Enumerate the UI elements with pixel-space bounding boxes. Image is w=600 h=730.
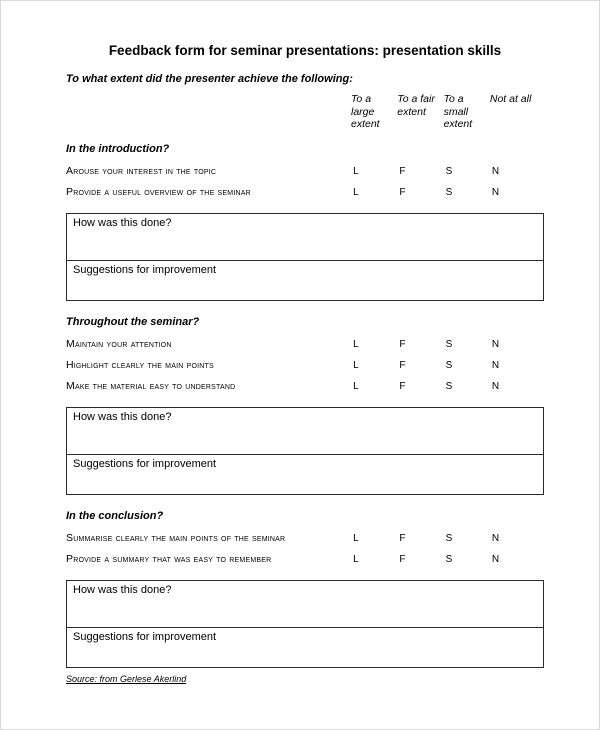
question-label: Maintain your attention (66, 337, 172, 350)
question-label: Make the material easy to understand (66, 379, 236, 392)
how-was-this-done-area[interactable] (67, 581, 543, 627)
rating-column-small-extent: To a small extent (443, 93, 473, 130)
rating-option-small[interactable]: S (445, 186, 453, 198)
how-was-this-done-label: How was this done? (73, 216, 172, 229)
rating-column-not-at-all: Not at all (489, 93, 532, 105)
rating-option-fair[interactable]: F (399, 165, 406, 177)
suggestions-label: Suggestions for improvement (73, 457, 217, 470)
question-row (66, 359, 544, 380)
header-spacer (66, 93, 351, 131)
section-heading-conclusion: In the conclusion? (66, 509, 164, 522)
suggestions-area[interactable] (67, 454, 543, 494)
answer-box-introduction (66, 213, 544, 301)
rating-option-large[interactable]: L (353, 186, 359, 198)
rating-option-fair[interactable]: F (399, 532, 406, 544)
section-heading-introduction: In the introduction? (66, 142, 170, 155)
answer-box-conclusion (66, 580, 544, 668)
source-attribution: Source: from Gerlese Akerlind (66, 673, 187, 684)
rating-option-none[interactable]: N (491, 380, 500, 392)
rating-option-large[interactable]: L (353, 338, 359, 350)
rating-option-large[interactable]: L (353, 165, 359, 177)
rating-option-fair[interactable]: F (399, 338, 406, 350)
rating-option-small[interactable]: S (445, 359, 453, 371)
rating-option-small[interactable]: S (445, 532, 453, 544)
rating-option-large[interactable]: L (353, 532, 359, 544)
form-prompt: To what extent did the presenter achieve the following: (66, 73, 353, 85)
section-heading-throughout: Throughout the seminar? (66, 315, 200, 328)
rating-option-fair[interactable]: F (399, 186, 406, 198)
question-label: Provide a summary that was easy to remember (66, 552, 272, 565)
rating-option-none[interactable]: N (491, 165, 500, 177)
rating-column-large-extent: To a large extent (350, 93, 380, 130)
rating-option-large[interactable]: L (353, 359, 359, 371)
rating-option-small[interactable]: S (445, 380, 453, 392)
question-label: Summarise clearly the main points of the seminar (66, 531, 286, 544)
how-was-this-done-label: How was this done? (73, 410, 172, 423)
rating-option-small[interactable]: S (445, 165, 453, 177)
question-row (66, 553, 544, 574)
rating-column-fair-extent: To a fair extent (397, 93, 435, 118)
page-title: Feedback form for seminar presentations: presentation skills (108, 43, 502, 58)
suggestions-area[interactable] (67, 627, 543, 667)
rating-scale-header (66, 93, 544, 131)
suggestions-label: Suggestions for improvement (73, 630, 217, 643)
question-label: Highlight clearly the main points (66, 358, 214, 371)
how-was-this-done-label: How was this done? (73, 583, 172, 596)
question-row (66, 186, 544, 207)
rating-option-fair[interactable]: F (399, 380, 406, 392)
suggestions-label: Suggestions for improvement (73, 263, 217, 276)
question-label: Provide a useful overview of the seminar (66, 185, 251, 198)
question-row (66, 338, 544, 359)
rating-option-large[interactable]: L (353, 380, 359, 392)
rating-option-none[interactable]: N (491, 359, 500, 371)
question-row (66, 165, 544, 186)
rating-option-none[interactable]: N (491, 338, 500, 350)
rating-option-none[interactable]: N (491, 553, 500, 565)
how-was-this-done-area[interactable] (67, 408, 543, 454)
how-was-this-done-area[interactable] (67, 214, 543, 260)
question-row (66, 532, 544, 553)
rating-option-none[interactable]: N (491, 532, 500, 544)
rating-option-large[interactable]: L (353, 553, 359, 565)
question-label: Arouse your interest in the topic (66, 164, 217, 177)
rating-option-none[interactable]: N (491, 186, 500, 198)
rating-option-fair[interactable]: F (399, 359, 406, 371)
question-row (66, 380, 544, 401)
answer-box-throughout (66, 407, 544, 495)
rating-option-small[interactable]: S (445, 553, 453, 565)
rating-option-fair[interactable]: F (399, 553, 406, 565)
rating-option-small[interactable]: S (445, 338, 453, 350)
suggestions-area[interactable] (67, 260, 543, 300)
